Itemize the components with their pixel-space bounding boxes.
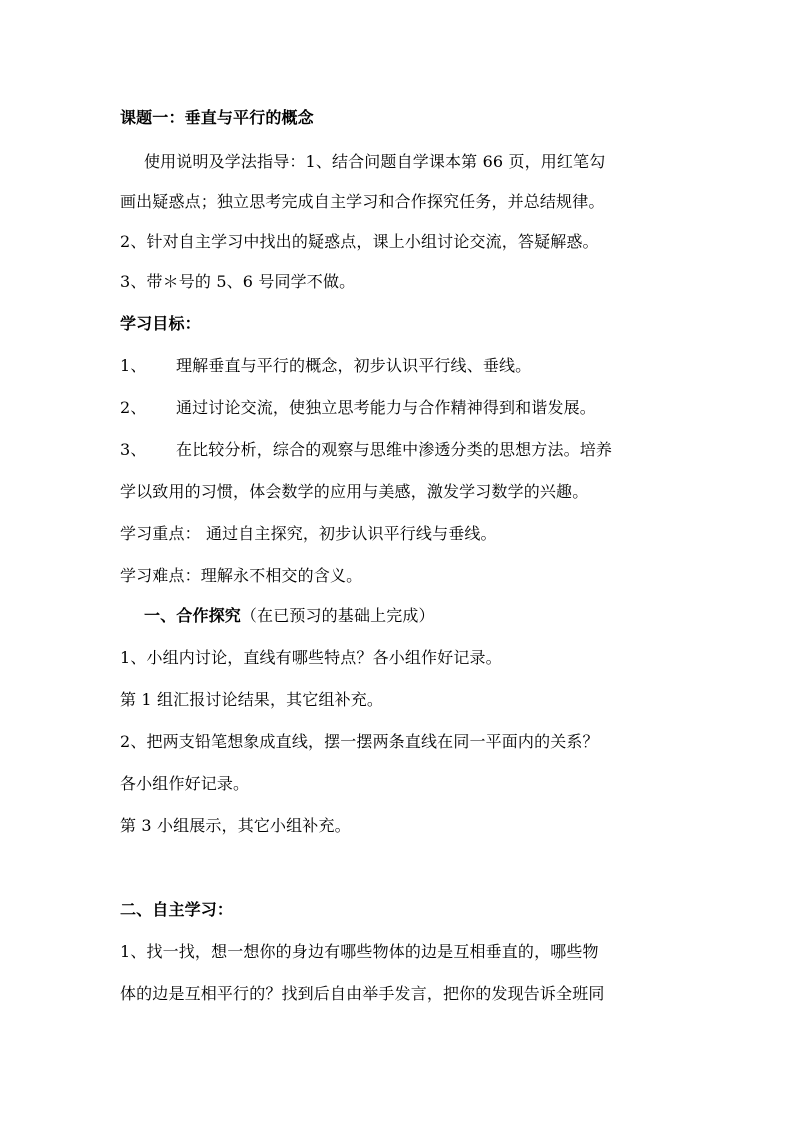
document-title: 课题一：垂直与平行的概念 (120, 108, 314, 127)
section1-line-1: 1、小组内讨论，直线有哪些特点？各小组作好记录。 (120, 648, 502, 667)
goal-item-3 (120, 440, 612, 460)
goal-text: 在比较分析，综合的观察与思维中渗透分类的思想方法。培养 (176, 440, 613, 459)
goal-number: 1、 (120, 356, 147, 375)
section1-heading: 一、合作探究 (144, 606, 241, 625)
goal-item-2 (120, 398, 596, 418)
section1-line-4: 各小组作好记录。 (120, 774, 250, 793)
goal-item-1 (120, 356, 531, 376)
difficulty: 学习难点：理解永不相交的含义。 (120, 566, 363, 585)
section2-line-1: 1、找一找，想一想你的身边有哪些物体的边是互相垂直的，哪些物 (120, 942, 599, 961)
goals-heading: 学习目标： (120, 314, 201, 333)
goal-item-3-continuation: 学以致用的习惯，体会数学的应用与美感，激发学习数学的兴趣。 (120, 482, 589, 501)
section1-line-2: 第 1 组汇报讨论结果，其它组补充。 (120, 690, 384, 709)
section1-heading-line (144, 606, 435, 626)
key-point: 学习重点： 通过自主探究，初步认识平行线与垂线。 (120, 524, 497, 543)
section1-line-5: 第 3 小组展示，其它小组补充。 (120, 816, 351, 835)
section2-line-2: 体的边是互相平行的？找到后自由举手发言，把你的发现告诉全班同 (120, 984, 605, 1003)
instructions-line-2: 画出疑惑点；独立思考完成自主学习和合作探究任务，并总结规律。 (120, 192, 605, 211)
section2-heading: 二、自主学习： (120, 900, 234, 919)
goal-text: 理解垂直与平行的概念，初步认识平行线、垂线。 (176, 356, 532, 375)
section1-note: （在已预习的基础上完成） (240, 606, 435, 625)
goal-number: 3、 (120, 440, 147, 459)
instructions-line-4: 3、带＊号的 5、6 号同学不做。 (120, 272, 356, 291)
instructions-line-1: 使用说明及学法指导：1、结合问题自学课本第 66 页，用红笔勾 (144, 152, 606, 171)
goal-text: 通过讨论交流，使独立思考能力与合作精神得到和谐发展。 (176, 398, 596, 417)
instructions-line-3: 2、针对自主学习中找出的疑惑点，课上小组讨论交流，答疑解惑。 (120, 232, 599, 251)
section1-line-3: 2、把两支铅笔想象成直线，摆一摆两条直线在同一平面内的关系？ (120, 732, 599, 751)
goal-number: 2、 (120, 398, 147, 417)
